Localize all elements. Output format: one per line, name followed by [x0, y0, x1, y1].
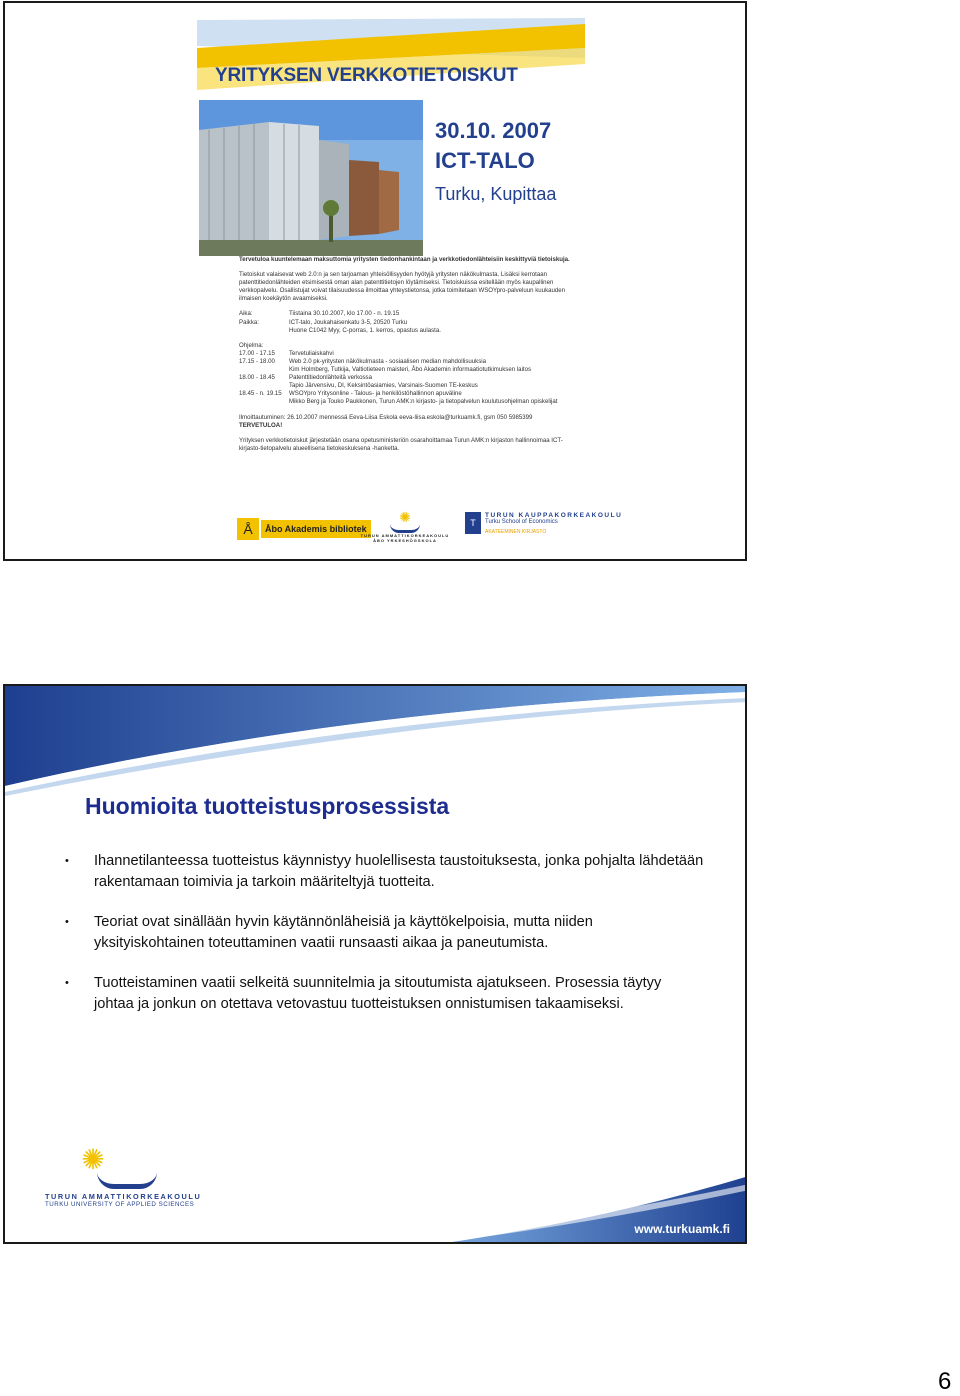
program-row: 17.15 - 18.00 Web 2.0 pk-yritysten näkökulmasta - sosiaalisen median mahdollisuuksia [239, 357, 487, 365]
bullet-dot-icon: • [65, 977, 69, 989]
program-row: 18.45 - n. 19.15 WSOYpro Yritysonline - Talous- ja henkilöstöhallinnon apuväline [239, 390, 462, 398]
bullet-list [65, 851, 705, 1034]
sun-icon: ✺ [81, 1144, 105, 1175]
bullet-item: • Ihannetilanteessa tuotteistus käynnistyy huolellisesta taustoituksesta, jonka pohjalta lähdetään rakentamaan toimivia ja tarkoin määriteltyjä tuotteita. [65, 853, 704, 890]
detail-row: Huone C1042 Myy, C-porras, 1. kerros, opastus aulasta. [289, 326, 441, 334]
abo-akademi-logo [237, 518, 371, 540]
wave-icon [390, 524, 420, 533]
poster-welcome: Tervetuloa kuuntelemaan maksuttomia yritysten tiedonhankintaan ja verkkotiedonlähteisiin keskittyviä tietoiskuja. [239, 256, 570, 263]
abo-mark-icon: Å [237, 518, 259, 540]
slide-1 [3, 1, 747, 561]
event-city: Turku, Kupittaa [435, 184, 557, 204]
program-row: Tapio Järvensivu, DI, Keksintöasiamies, Varsinais-Suomen TE-keskus [289, 382, 478, 390]
program-row: 17.00 - 17.15 Tervetuliaiskahvi [239, 349, 334, 357]
poster-registration: Ilmoittautuminen: 26.10.2007 mennessä Eeva-Liisa Eskola eeva-liisa.eskola@turkuamk.fi, gsm 050 5985399 [239, 413, 533, 421]
abo-logo-text: Åbo Akademis bibliotek [261, 520, 371, 538]
poster-intro: Tietoiskut valaisevat web 2.0:n ja sen tarjoaman yhteisöllisyyden hyötyjä yritysten näkökulmasta. Lisäksi kerrotaan patenttitiedonlähteiden etsimisestä oman alan patenttitietojen löytämiseksi. Tietoiskuissa esitellään myös kaupallinen verkkopalvelu. Osallistujat voivat tilaisuudessa ilmoittaa yhteystietonsa, jotka toimitetaan WSOYpro-palveluun kuukauden ilmaisen koekäytön avaamiseksi. [239, 271, 566, 303]
event-date: 30.10. 2007 [435, 118, 552, 143]
detail-row: Paikka: ICT-talo, Joukahaisenkatu 3-5, 20520 Turku [239, 318, 408, 326]
logo-line-1: TURUN AMMATTIKORKEAKOULU [45, 1192, 202, 1201]
header-swoosh [5, 686, 747, 796]
slide-2 [3, 684, 747, 1244]
tse-logo: T TURUN KAUPPAKORKEAKOULU Turku School of Economics AKATEEMINEN KIRJASTO [465, 512, 622, 535]
event-venue: ICT-TALO [435, 148, 535, 173]
website-link[interactable]: www.turkuamk.fi [634, 1222, 730, 1236]
poster-body [239, 256, 577, 460]
poster-title: YRITYKSEN VERKKOTIETOISKUT [215, 65, 518, 86]
bullet-item: • Tuotteistaminen vaatii selkeitä suunnitelmia ja sitoutumista ajatukseen. Prosessia täytyy johtaa ja jonkun on otettava vetovastuu tuotteistuksen onnistumisen takaamiseksi. [65, 975, 662, 1012]
event-program [239, 342, 577, 407]
program-row: Kim Holmberg, Tutkija, Valtiotieteen maisteri, Åbo Akademin informaatiotutkimuksen laitos [289, 366, 532, 374]
slide-title: Huomioita tuotteistusprosessista [85, 793, 450, 819]
bullet-dot-icon: • [65, 916, 69, 928]
building-photo [199, 100, 423, 256]
detail-row: Aika: Tiistaina 30.10.2007, klo 17.00 - n. 19.15 [239, 310, 400, 318]
poster-logos [237, 509, 623, 550]
program-row: Mikko Berg ja Touko Paukkonen, Turun AMK:n kirjasto- ja tietopalvelun koulutusohjelman opiskelijat [289, 398, 558, 406]
program-row: 18.00 - 18.45 Patenttitiedonlähteitä verkossa [239, 374, 372, 382]
bullet-dot-icon: • [65, 855, 69, 867]
tse-mark-icon: T [465, 512, 481, 534]
bullet-item: • Teoriat ovat sinällään hyvin käytännönläheisiä ja käyttökelpoisia, mutta niiden yksityiskohtainen toteuttaminen vaatii runsaasti aikaa ja paneutumista. [65, 914, 593, 951]
logo-line-2: TURKU UNIVERSITY OF APPLIED SCIENCES [45, 1201, 195, 1208]
tamk-logo-small: ✺ TURUN AMMATTIKORKEAKOULU ÅBO YRKESHÖGSKOLA [355, 510, 455, 543]
poster-footer-text: Yrityksen verkkotietoiskut järjestetään osana opetusministeriön osarahoittamaa Turun AMK:n kirjaston hallinnoimaa ICT-kirjasto-tietopalvelu alueellisena tietokeskuksena -hanketta. [239, 436, 563, 452]
sun-icon: ✺ [399, 509, 411, 525]
poster-closing: TERVETULOA! [239, 421, 283, 429]
page-number: 6 [938, 1368, 952, 1395]
event-details [239, 310, 577, 334]
event-poster [197, 18, 623, 553]
program-label: Ohjelma: [239, 341, 264, 349]
